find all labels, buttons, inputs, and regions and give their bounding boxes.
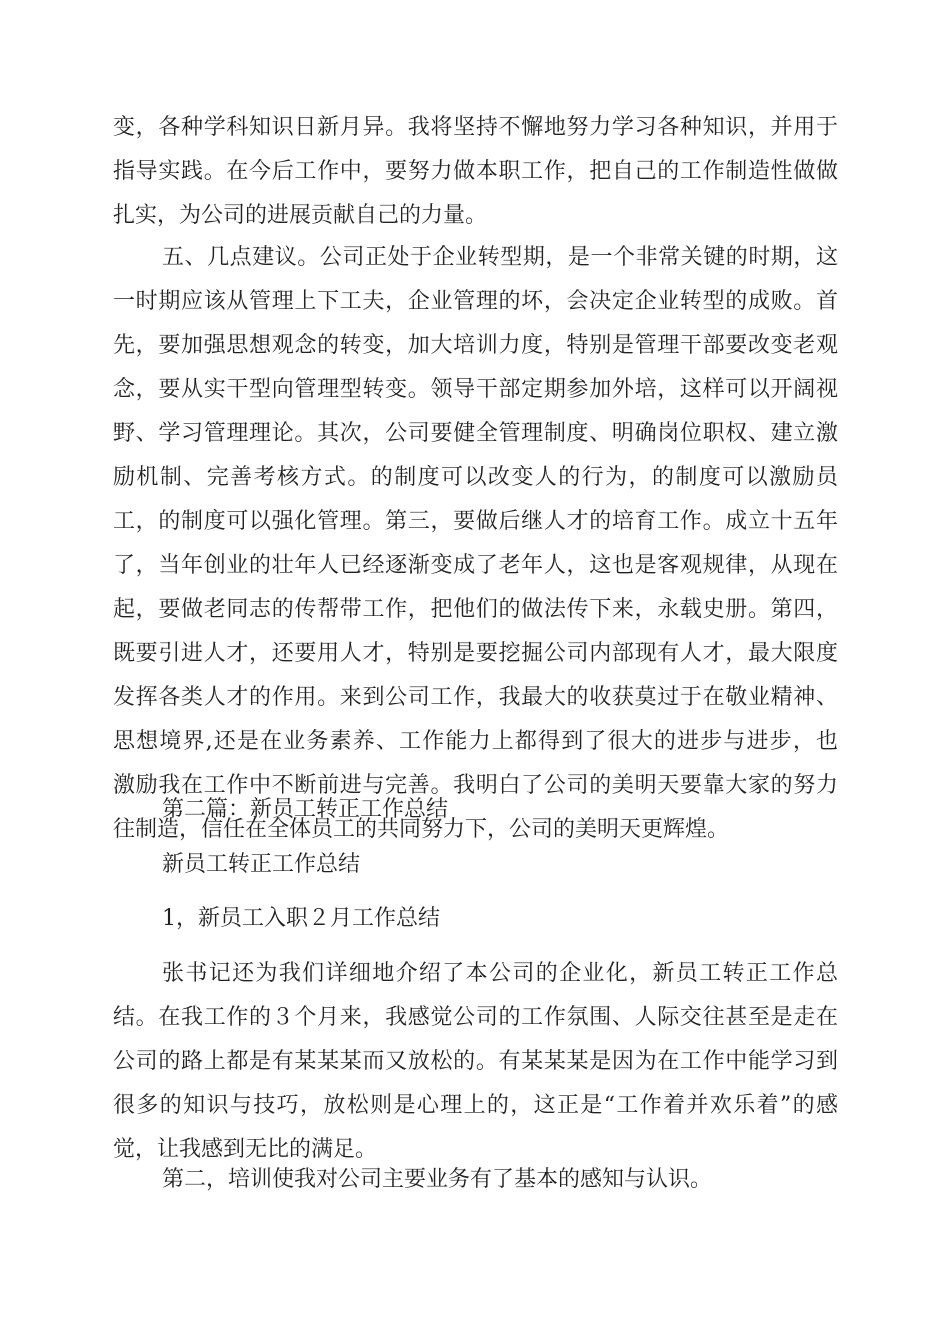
text-line: 发挥各类人才的作用。来到公司工作，我最大的收获莫过于在敬业精神、 <box>113 685 838 710</box>
text-line: 扎实，为公司的进展贡献自己的力量。 <box>113 203 488 228</box>
text-line: 起，要做老同志的传帮带工作，把他们的做法传下来，永载史册。第四， <box>113 597 838 622</box>
text-line: 变，各种学科知识日新月异。我将坚持不懈地努力学习各种知识，并用于 <box>113 115 838 140</box>
text-line: 张书记还为我们详细地介绍了本公司的企业化，新员工转正工作总 <box>162 961 838 986</box>
text-line: 往制造，信任在全体员工的共同努力下，公司的美明天更辉煌。 <box>113 817 730 842</box>
text-line: 很多的知识与技巧，放松则是心理上的，这正是“工作着并欢乐着”的感 <box>113 1093 838 1118</box>
text-line: 思想境界,还是在业务素养、工作能力上都得到了很大的进步与进步，也 <box>113 729 838 754</box>
text-line: 先，要加强思想观念的转变，加大培训力度，特别是管理干部要改变老观 <box>113 333 838 358</box>
paragraph-training: 第二，培训使我对公司主要业务有了基本的感知与认识。 <box>162 1167 713 1192</box>
text-line: 结。在我工作的３个月来，我感觉公司的工作氛围、人际交往甚至是走在 <box>113 1005 838 1030</box>
text-line: 觉，让我感到无比的满足。 <box>113 1137 378 1162</box>
text-line: 既要引进人才，还要用人才，特别是要挖掘公司内部现有人才，最大限度 <box>113 641 838 666</box>
text-line: 励机制、完善考核方式。的制度可以改变人的行为，的制度可以激励员 <box>113 465 838 490</box>
text-line: 野、学习管理理论。其次，公司要健全管理制度、明确岗位职权、建立激 <box>113 421 838 446</box>
text-line: 一时期应该从管理上下工夫，企业管理的坏，会决定企业转型的成败。首 <box>113 289 838 314</box>
text-line: 五、几点建议。公司正处于企业转型期，是一个非常关键的时期，这 <box>162 245 838 270</box>
paragraph-suggestions <box>113 238 838 850</box>
text-line: 指导实践。在今后工作中，要努力做本职工作，把自己的工作制造性做做 <box>113 159 838 184</box>
paragraph-intro <box>113 954 838 1170</box>
text-line: 公司的路上都是有某某某而又放松的。有某某某是因为在工作中能学习到 <box>113 1049 838 1074</box>
subsection-title: 1，新员工入职２月工作总结 <box>162 906 440 931</box>
paragraph-continuation <box>113 108 838 236</box>
text-line: 工，的制度可以强化管理。第三，要做后继人才的培育工作。成立十五年 <box>113 509 838 534</box>
section-heading-part-two: 第二篇：新员工转正工作总结 <box>162 797 449 822</box>
text-line: 念，要从实干型向管理型转变。领导干部定期参加外培，这样可以开阔视 <box>113 377 838 402</box>
text-line: 激励我在工作中不断前进与完善。我明白了公司的美明天要靠大家的努力 <box>113 773 838 798</box>
text-line: 了，当年创业的壮年人已经逐渐变成了老年人，这也是客观规律，从现在 <box>113 553 838 578</box>
section-title: 新员工转正工作总结 <box>162 852 361 877</box>
